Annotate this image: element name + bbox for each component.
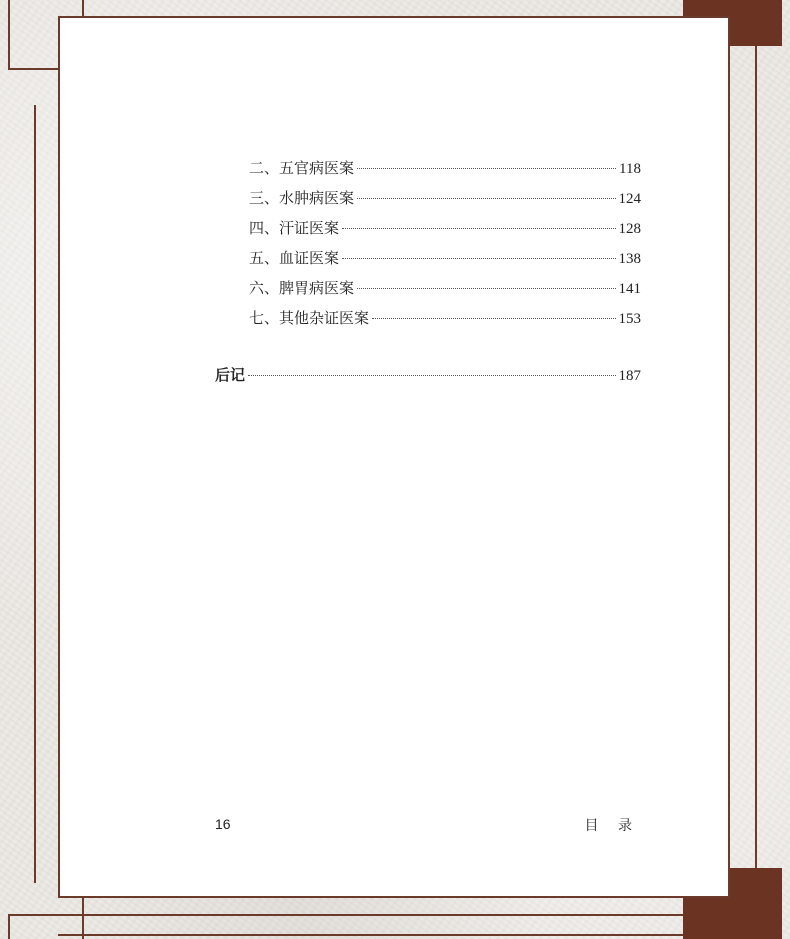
dot-leader	[248, 375, 615, 376]
dot-leader	[357, 198, 615, 199]
toc-entry-page: 141	[618, 281, 641, 297]
toc-entry[interactable]	[249, 159, 641, 179]
toc-entry[interactable]	[249, 309, 641, 329]
toc-main-entry[interactable]	[215, 365, 641, 386]
toc-entry[interactable]	[249, 219, 641, 239]
toc-entry-page: 153	[618, 311, 641, 327]
corner-block-bottom-strip	[683, 898, 782, 939]
frame-line-bottom-edge	[58, 934, 683, 936]
toc-entry-title: 五、血证医案	[249, 251, 340, 267]
dot-leader	[342, 228, 615, 229]
frame-line-top-vertical	[82, 0, 84, 16]
dot-leader	[357, 288, 615, 289]
toc-entry-page: 118	[619, 161, 641, 177]
frame-line-right-vertical	[755, 46, 757, 868]
frame-line-bottom-horizontal	[8, 914, 683, 916]
toc-entry-page: 124	[618, 191, 641, 207]
toc-entry-title: 二、五官病医案	[249, 161, 355, 177]
toc-entry[interactable]	[249, 189, 641, 209]
toc-entry-title: 三、水肿病医案	[249, 191, 355, 207]
frame-line-left-vertical	[34, 105, 36, 883]
book-page	[58, 16, 730, 898]
frame-line-top-left-vertical	[8, 0, 10, 70]
toc-entry[interactable]	[249, 279, 641, 299]
toc-entry[interactable]	[249, 249, 641, 269]
page-number: 16	[215, 816, 231, 832]
running-footer-section: 目 录	[584, 819, 640, 834]
dot-leader	[372, 318, 615, 319]
toc-entry-title: 六、脾胃病医案	[249, 281, 355, 297]
frame-line-top-left-horizontal	[8, 68, 58, 70]
frame-line-bottom-left-vertical	[8, 914, 10, 939]
toc-entry-title: 七、其他杂证医案	[249, 311, 370, 327]
toc-entry-title: 四、汗证医案	[249, 221, 340, 237]
dot-leader	[357, 168, 616, 169]
toc-entry-page: 138	[618, 251, 641, 267]
toc-entry-page: 128	[618, 221, 641, 237]
toc-main-entry-title: 后记	[215, 366, 246, 384]
toc-main-entry-page: 187	[618, 368, 641, 384]
dot-leader	[342, 258, 615, 259]
table-of-contents	[60, 18, 728, 896]
frame-line-bottom-vertical	[82, 898, 84, 939]
